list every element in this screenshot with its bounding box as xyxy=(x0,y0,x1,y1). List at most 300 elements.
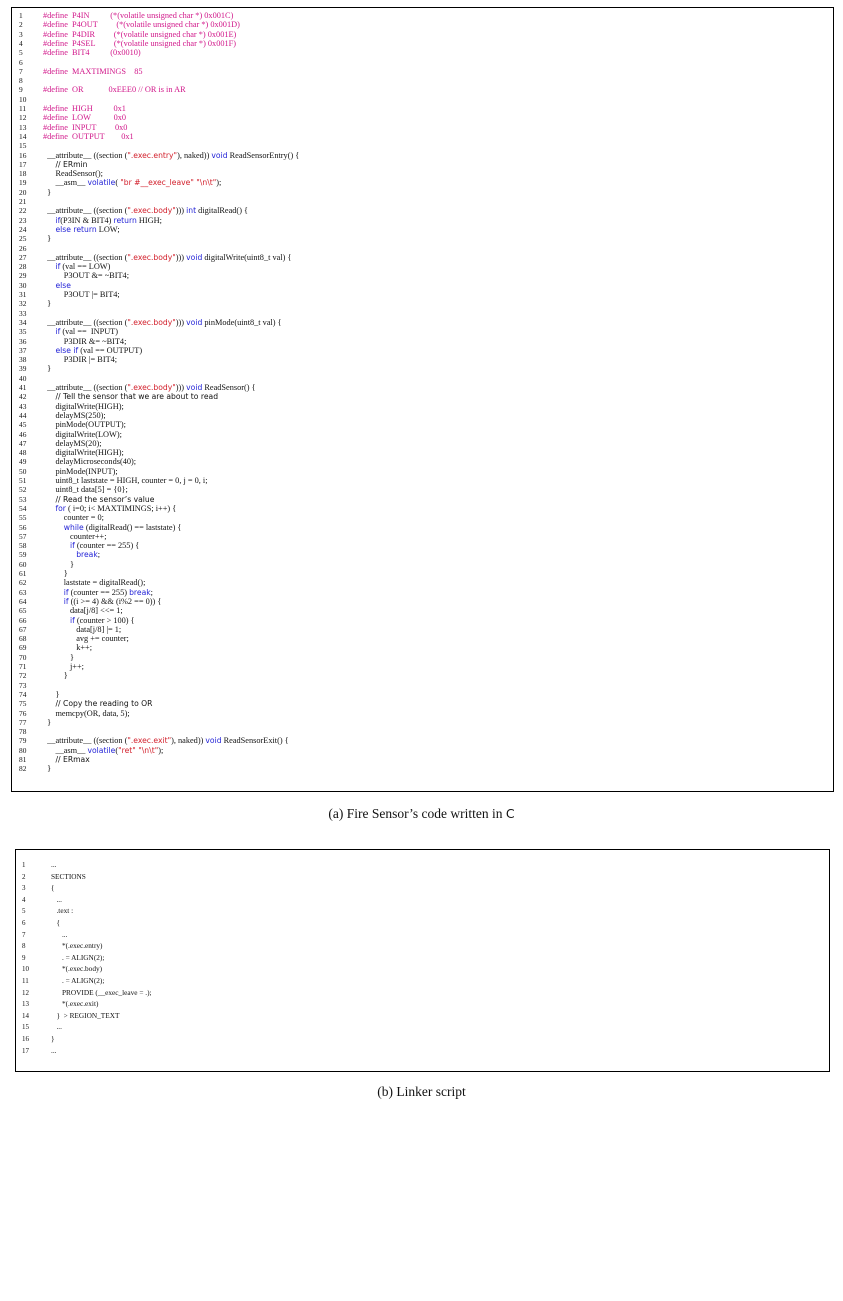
code-token xyxy=(43,216,55,225)
code-text xyxy=(43,113,126,122)
line-number: 23 xyxy=(19,215,27,225)
line-number: 40 xyxy=(19,373,27,383)
line-number: 75 xyxy=(19,699,27,709)
line-number: 62 xyxy=(19,578,27,588)
line-number: 53 xyxy=(19,494,27,504)
code-token: ( xyxy=(115,178,121,188)
code-text xyxy=(43,169,103,178)
code-token: __attribute__ ((section ( xyxy=(43,736,128,746)
code-text xyxy=(43,411,106,420)
code-text xyxy=(51,860,56,870)
code-comment: // ERmax xyxy=(55,755,90,764)
code-line xyxy=(12,160,833,169)
code-keyword: int xyxy=(186,206,197,216)
code-token: ))) xyxy=(175,383,187,392)
code-token: ), naked)) xyxy=(177,150,212,160)
code-token xyxy=(43,523,64,532)
line-number: 27 xyxy=(19,252,27,262)
code-line xyxy=(12,253,833,262)
code-text xyxy=(43,588,153,597)
line-number: 70 xyxy=(19,652,27,662)
code-preprocessor: #define BIT4 (0x0010) xyxy=(43,48,141,58)
c-code-listing xyxy=(11,7,834,792)
code-keyword: volatile xyxy=(87,178,116,188)
line-number: 76 xyxy=(19,708,27,718)
code-token: (counter == 255) { xyxy=(74,541,140,551)
code-text xyxy=(43,513,104,522)
code-line xyxy=(12,39,833,48)
code-line xyxy=(16,1034,829,1044)
line-number: 44 xyxy=(19,410,27,420)
code-line xyxy=(12,383,833,392)
code-text xyxy=(43,541,139,550)
code-text xyxy=(43,392,218,401)
code-text xyxy=(43,430,122,439)
code-text xyxy=(43,337,126,346)
code-text xyxy=(43,606,123,615)
code-token: ReadSensor(); xyxy=(43,169,103,179)
figure-a-caption-language: C xyxy=(505,806,515,821)
code-text xyxy=(43,709,130,718)
code-token xyxy=(43,550,76,559)
code-keyword: void xyxy=(186,317,203,327)
code-line xyxy=(16,930,829,940)
code-line xyxy=(12,550,833,559)
code-keyword: break xyxy=(129,587,151,597)
code-comment: // Read the sensor’s value xyxy=(55,494,155,504)
code-token: . = ALIGN(2); xyxy=(51,952,105,962)
code-text xyxy=(43,151,299,160)
line-number: 6 xyxy=(22,919,26,927)
code-text xyxy=(43,178,221,187)
code-text xyxy=(51,872,86,882)
line-number: 34 xyxy=(19,317,27,327)
code-line xyxy=(16,860,829,870)
code-text xyxy=(51,999,98,1009)
code-line xyxy=(12,653,833,662)
code-line xyxy=(12,85,833,94)
code-token: (P3IN & BIT4) xyxy=(60,215,114,225)
line-number: 67 xyxy=(19,624,27,634)
code-text xyxy=(43,569,68,578)
code-line xyxy=(12,20,833,29)
line-number: 26 xyxy=(19,243,27,253)
code-preprocessor: #define LOW 0x0 xyxy=(43,113,127,123)
code-token xyxy=(43,160,55,169)
code-line xyxy=(12,271,833,280)
code-keyword: void xyxy=(186,252,203,262)
line-number: 7 xyxy=(19,66,23,76)
code-preprocessor: #define OR 0xEEE0 // OR is in AR xyxy=(43,85,186,95)
code-string: ".exec.body" xyxy=(127,317,176,327)
code-token: __attribute__ ((section ( xyxy=(43,206,128,216)
code-line xyxy=(16,872,829,882)
code-line xyxy=(12,467,833,476)
code-text xyxy=(43,597,161,606)
code-token: } xyxy=(43,234,52,244)
code-keyword: for xyxy=(55,503,66,513)
code-text xyxy=(43,764,51,773)
code-text xyxy=(51,941,102,951)
linker-script-listing xyxy=(15,849,830,1072)
code-text xyxy=(43,30,236,39)
line-number: 74 xyxy=(19,689,27,699)
code-token: __attribute__ ((section ( xyxy=(43,383,128,392)
code-text xyxy=(51,988,152,998)
line-number: 57 xyxy=(19,531,27,541)
code-line xyxy=(12,402,833,411)
code-token: digitalWrite(LOW); xyxy=(43,429,122,439)
code-line xyxy=(12,746,833,755)
line-number: 66 xyxy=(19,615,27,625)
code-line xyxy=(12,67,833,76)
code-token: avg += counter; xyxy=(43,634,129,644)
code-line xyxy=(12,141,833,150)
code-text xyxy=(43,20,240,29)
code-token: P3DIR &= ~BIT4; xyxy=(43,336,127,346)
code-token xyxy=(43,281,55,290)
code-text xyxy=(43,402,124,411)
code-string: ".exec.body" xyxy=(127,206,176,216)
code-text xyxy=(43,736,289,745)
line-number: 61 xyxy=(19,569,27,578)
code-line xyxy=(12,206,833,215)
code-token: (val == LOW) xyxy=(60,262,111,272)
line-number: 72 xyxy=(19,671,27,681)
line-number: 2 xyxy=(22,872,26,881)
code-token xyxy=(43,597,64,606)
code-line xyxy=(12,439,833,448)
line-number: 54 xyxy=(19,503,27,513)
code-text xyxy=(43,578,145,587)
line-number: 79 xyxy=(19,736,27,746)
code-line xyxy=(12,169,833,178)
line-number: 77 xyxy=(19,717,27,727)
code-line xyxy=(16,999,829,1009)
code-line xyxy=(12,662,833,671)
line-number: 18 xyxy=(19,169,27,179)
code-text xyxy=(43,662,84,671)
line-number: 11 xyxy=(22,977,29,985)
code-text xyxy=(43,216,162,225)
code-token xyxy=(43,225,55,234)
code-preprocessor: #define HIGH 0x1 xyxy=(43,104,126,113)
code-line xyxy=(16,1022,829,1032)
code-text xyxy=(43,550,100,559)
code-token: (val == OUTPUT) xyxy=(78,345,143,355)
code-text xyxy=(51,1034,55,1044)
code-token: ReadSensorEntry() { xyxy=(227,150,300,160)
code-token: delayMS(20); xyxy=(43,438,102,448)
code-keyword: if xyxy=(55,262,61,272)
line-number: 78 xyxy=(19,727,27,737)
code-text xyxy=(43,671,68,680)
code-token: } xyxy=(43,717,52,727)
code-keyword: if xyxy=(55,327,61,337)
code-token: laststate = digitalRead(); xyxy=(43,578,146,588)
code-line xyxy=(16,953,829,963)
code-line xyxy=(12,234,833,243)
code-line xyxy=(12,318,833,327)
figure-a-caption-text: (a) Fire Sensor’s code written in xyxy=(328,806,506,821)
code-text xyxy=(43,160,88,169)
line-number: 48 xyxy=(19,448,27,458)
code-token: (digitalRead() == laststate) { xyxy=(83,522,182,532)
code-token: } xyxy=(51,1034,55,1043)
code-token: { xyxy=(51,918,60,927)
line-number: 30 xyxy=(19,280,27,290)
code-token: P3DIR |= BIT4; xyxy=(43,355,118,365)
code-preprocessor: #define P4SEL (*(volatile unsigned char *) 0x001F) xyxy=(43,38,237,48)
code-text xyxy=(43,690,59,699)
code-text xyxy=(43,383,256,392)
line-number: 13 xyxy=(19,122,27,132)
code-line xyxy=(12,448,833,457)
code-text xyxy=(43,225,120,234)
code-line xyxy=(12,104,833,113)
line-number: 59 xyxy=(19,550,27,560)
code-line xyxy=(12,532,833,541)
line-number: 10 xyxy=(19,94,27,104)
figure-a-caption xyxy=(0,806,843,822)
line-number: 4 xyxy=(22,895,26,904)
code-comment: // Tell the sensor that we are about to read xyxy=(55,392,219,402)
code-text xyxy=(43,48,141,57)
code-line xyxy=(16,941,829,951)
code-preprocessor: #define P4DIR (*(volatile unsigned char *) 0x001E) xyxy=(43,29,237,39)
code-line xyxy=(12,216,833,225)
code-text xyxy=(43,467,118,476)
line-number: 17 xyxy=(22,1046,29,1055)
code-token: } xyxy=(43,671,68,681)
code-text xyxy=(51,1046,56,1056)
line-number: 15 xyxy=(19,141,27,151)
code-text xyxy=(43,625,121,634)
code-text xyxy=(43,457,136,466)
code-token: } xyxy=(43,569,68,578)
code-token xyxy=(43,327,55,336)
code-keyword: else if xyxy=(55,345,79,355)
line-number: 51 xyxy=(19,476,27,485)
line-number: 13 xyxy=(22,1000,29,1009)
line-number: 69 xyxy=(19,643,27,653)
code-token xyxy=(43,346,55,355)
code-token xyxy=(43,699,55,708)
code-text xyxy=(43,318,282,327)
line-number: 36 xyxy=(19,336,27,346)
line-number: 12 xyxy=(22,988,29,997)
line-number: 15 xyxy=(22,1023,29,1032)
code-text xyxy=(43,616,135,625)
line-number: 25 xyxy=(19,234,27,244)
line-number: 11 xyxy=(19,104,27,113)
code-line xyxy=(12,699,833,708)
line-number: 17 xyxy=(19,159,27,169)
code-keyword: if xyxy=(55,215,61,225)
code-line xyxy=(12,58,833,67)
code-text xyxy=(51,883,55,893)
code-token: __asm__ xyxy=(43,178,88,188)
code-line xyxy=(12,309,833,318)
code-token: uint8_t laststate = HIGH, counter = 0, j = 0, i; xyxy=(43,476,208,485)
code-text xyxy=(43,476,208,485)
code-text xyxy=(51,964,102,974)
code-token: ; xyxy=(150,587,153,597)
line-number: 55 xyxy=(19,513,27,523)
code-string: ".exec.exit" xyxy=(127,736,172,746)
code-token: ), naked)) xyxy=(171,736,206,746)
code-line xyxy=(12,569,833,578)
code-token: ); xyxy=(216,178,222,188)
code-token: digitalRead() { xyxy=(196,206,249,216)
line-number: 38 xyxy=(19,355,27,365)
code-line xyxy=(16,883,829,893)
code-token xyxy=(43,755,55,764)
code-token: __asm__ xyxy=(43,745,88,755)
code-line xyxy=(12,76,833,85)
code-text xyxy=(43,634,129,643)
line-number: 9 xyxy=(22,953,26,962)
code-line xyxy=(12,151,833,160)
code-text xyxy=(43,67,143,76)
code-string: ".exec.body" xyxy=(127,383,176,392)
code-token: } xyxy=(43,559,74,569)
code-token xyxy=(43,495,55,504)
code-line xyxy=(12,541,833,550)
code-token: } xyxy=(43,764,52,774)
code-line xyxy=(12,504,833,513)
code-line xyxy=(12,485,833,494)
code-line xyxy=(12,513,833,522)
code-comment: // ERmin xyxy=(55,159,88,169)
code-text xyxy=(43,643,92,652)
code-line xyxy=(12,355,833,364)
code-token: data[j/8] |= 1; xyxy=(43,624,122,634)
code-line xyxy=(12,290,833,299)
line-number: 7 xyxy=(22,930,26,939)
code-token: data[j/8] <<= 1; xyxy=(43,606,123,616)
code-line xyxy=(12,606,833,615)
code-line xyxy=(16,918,829,928)
code-line xyxy=(12,123,833,132)
code-token: . = ALIGN(2); xyxy=(51,976,105,985)
code-token: *(.exec.entry) xyxy=(51,941,103,951)
code-text xyxy=(43,253,291,262)
line-number: 12 xyxy=(19,113,27,123)
code-token xyxy=(43,392,55,401)
code-line xyxy=(16,1011,829,1021)
line-number: 28 xyxy=(19,262,27,272)
line-number: 24 xyxy=(19,224,27,234)
code-line xyxy=(12,476,833,485)
code-line xyxy=(12,244,833,253)
code-text xyxy=(43,299,51,308)
code-token: counter++; xyxy=(43,531,107,541)
code-text xyxy=(43,104,126,113)
line-number: 49 xyxy=(19,457,27,467)
code-text xyxy=(43,206,248,215)
code-keyword: void xyxy=(186,383,203,392)
code-line xyxy=(12,197,833,206)
code-line xyxy=(12,113,833,122)
line-number: 37 xyxy=(19,345,27,355)
line-number: 2 xyxy=(19,20,23,30)
code-line xyxy=(12,327,833,336)
line-number: 1 xyxy=(22,861,26,869)
line-number: 31 xyxy=(19,290,27,299)
line-number: 14 xyxy=(19,131,27,141)
code-token: ... xyxy=(51,894,62,904)
code-line xyxy=(12,578,833,587)
code-text xyxy=(43,560,74,569)
code-token: *(.exec.exit) xyxy=(51,999,99,1009)
code-token: ReadSensorExit() { xyxy=(221,736,289,746)
code-line xyxy=(12,132,833,141)
code-line xyxy=(16,976,829,986)
code-text xyxy=(43,262,110,271)
code-line xyxy=(12,495,833,504)
code-preprocessor: #define MAXTIMINGS 85 xyxy=(43,66,143,76)
code-text xyxy=(51,906,73,916)
code-line xyxy=(12,671,833,680)
line-number: 71 xyxy=(19,662,27,671)
code-token: SECTIONS xyxy=(51,871,86,881)
code-token xyxy=(43,588,64,597)
code-line xyxy=(12,430,833,439)
code-token: ))) xyxy=(175,206,187,216)
code-line xyxy=(12,690,833,699)
code-token: delayMS(250); xyxy=(43,410,106,420)
code-token: counter = 0; xyxy=(43,513,104,523)
code-token: ); xyxy=(158,745,164,755)
code-text xyxy=(43,39,236,48)
code-token: ... xyxy=(51,929,68,939)
code-token: ReadSensor() { xyxy=(202,383,256,392)
code-line xyxy=(12,364,833,373)
code-line xyxy=(16,964,829,974)
line-number: 56 xyxy=(19,522,27,532)
code-keyword: else return xyxy=(55,224,97,234)
code-keyword: if xyxy=(69,615,75,625)
code-text xyxy=(43,448,124,457)
code-text xyxy=(43,495,154,504)
code-line xyxy=(12,30,833,39)
line-number: 68 xyxy=(19,634,27,644)
line-number: 47 xyxy=(19,438,27,448)
code-token: ))) xyxy=(175,317,187,327)
code-token: { xyxy=(51,883,55,893)
code-line xyxy=(12,709,833,718)
code-line xyxy=(12,597,833,606)
code-token: k++; xyxy=(43,643,92,653)
code-text xyxy=(43,281,71,290)
code-text xyxy=(51,976,104,986)
line-number: 32 xyxy=(19,299,27,309)
code-keyword: break xyxy=(76,550,98,560)
code-token: pinMode(OUTPUT); xyxy=(43,420,126,430)
line-number: 45 xyxy=(19,420,27,430)
code-line xyxy=(12,588,833,597)
line-number: 19 xyxy=(19,178,27,188)
code-line xyxy=(12,346,833,355)
code-token: __attribute__ ((section ( xyxy=(43,150,128,160)
code-line xyxy=(12,420,833,429)
line-number: 41 xyxy=(19,383,27,392)
code-text xyxy=(51,1022,62,1032)
line-number: 81 xyxy=(19,755,27,764)
code-line xyxy=(12,634,833,643)
code-line xyxy=(12,225,833,234)
